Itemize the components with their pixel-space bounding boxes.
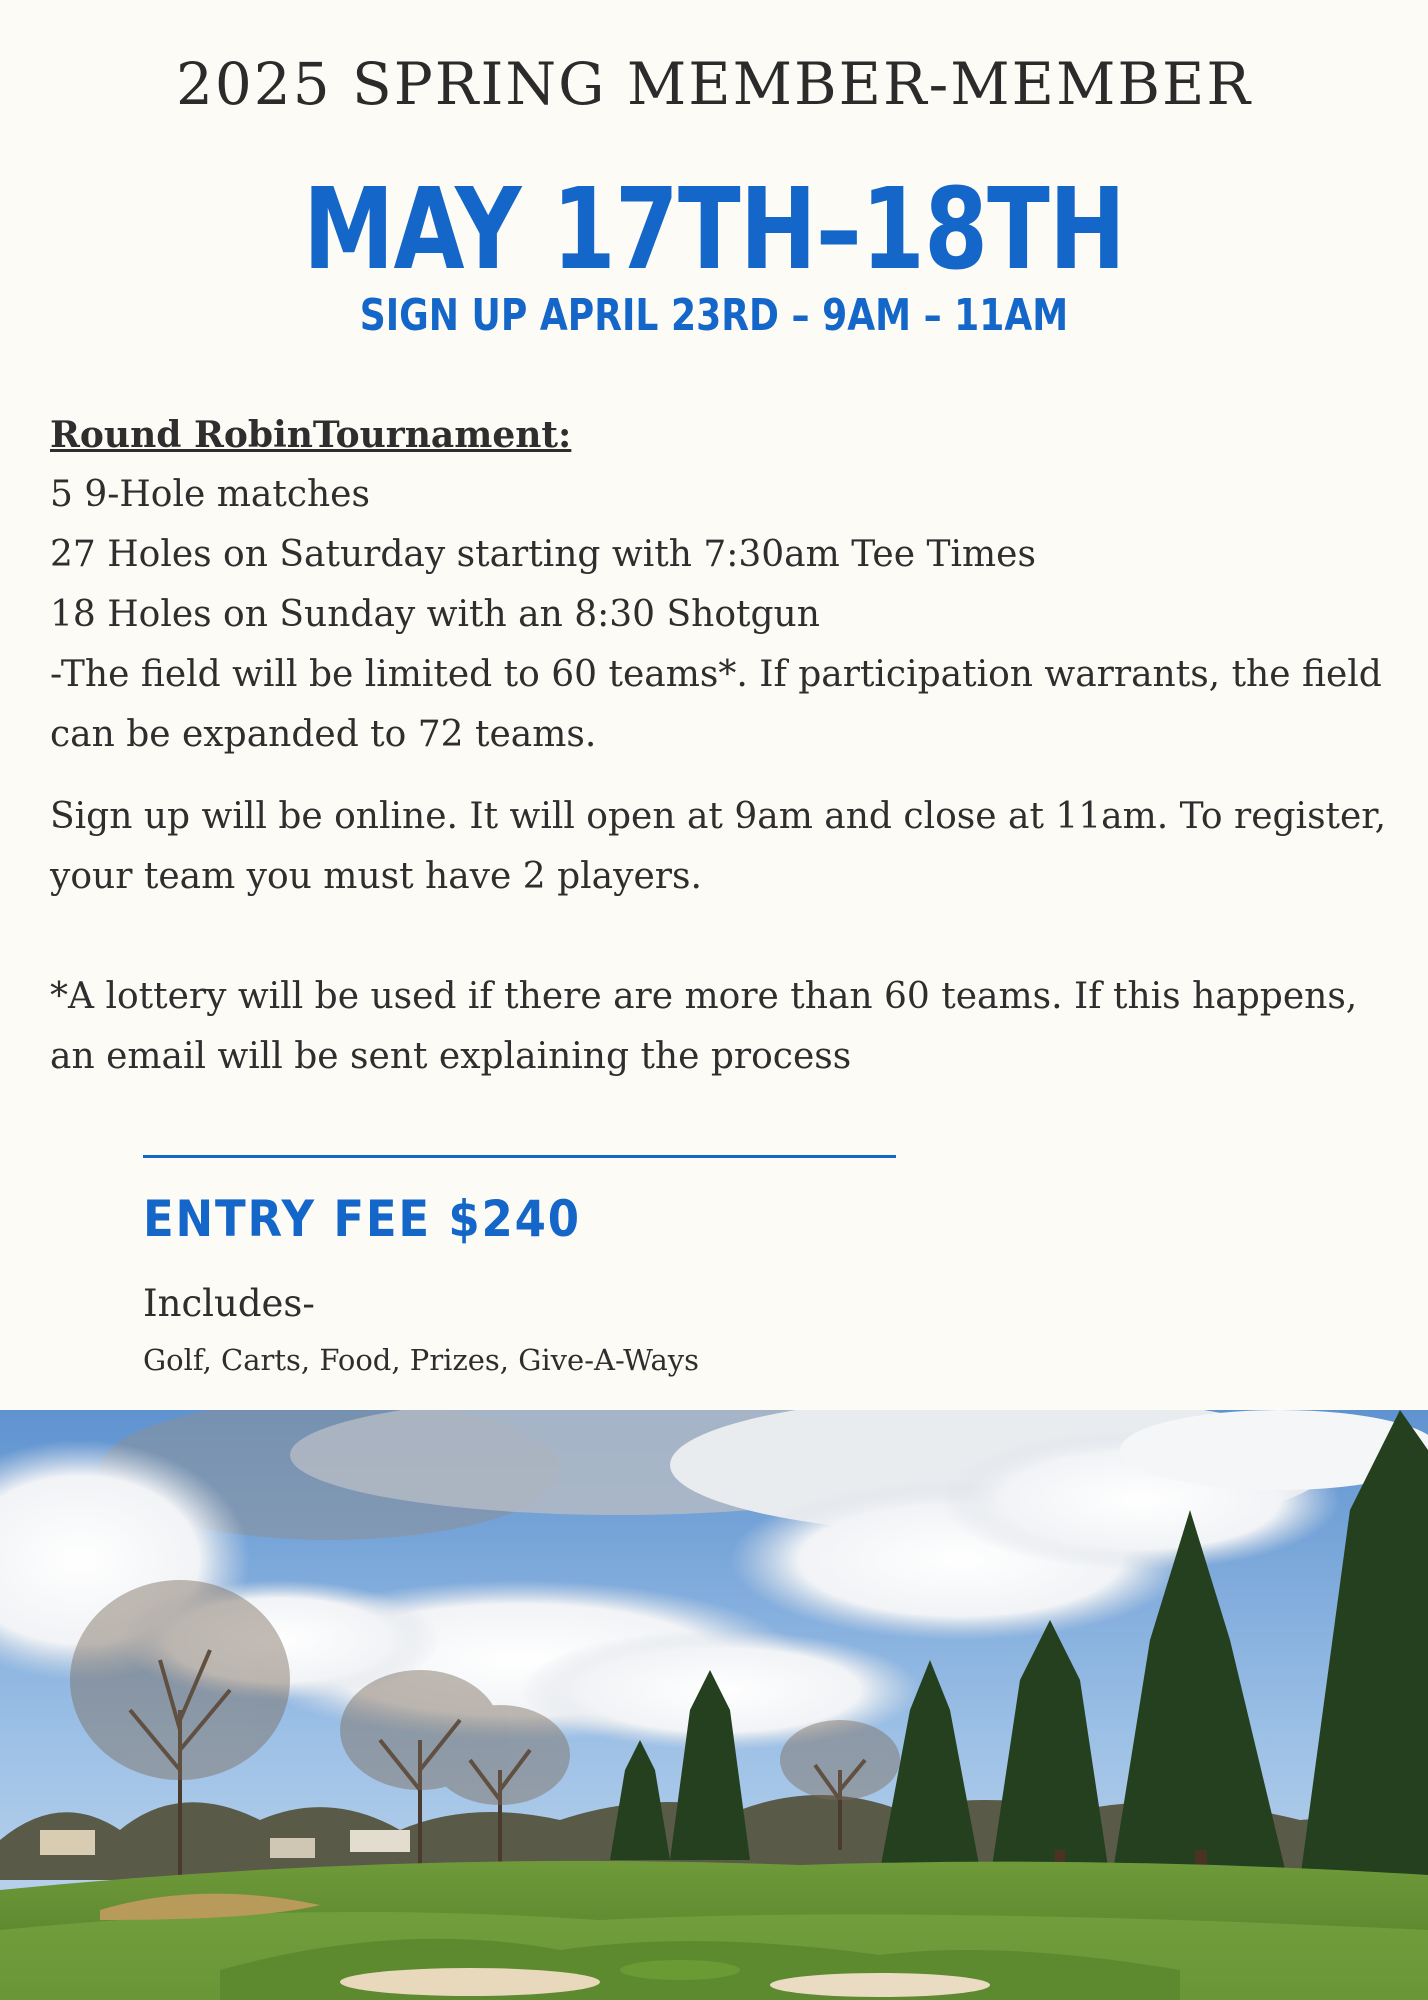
- tournament-details: [50, 405, 1390, 1087]
- details-line: 27 Holes on Saturday starting with 7:30am Tee Times: [50, 534, 1036, 575]
- details-line: 5 9-Hole matches: [50, 474, 370, 515]
- section-divider: [143, 1155, 896, 1158]
- entry-fee: ENTRY FEE $240: [143, 1190, 581, 1248]
- includes-items: Golf, Carts, Food, Prizes, Give-A-Ways: [143, 1343, 699, 1377]
- event-dates: MAY 17TH–18TH: [302, 165, 1126, 295]
- lottery-note: *A lottery will be used if there are more than 60 teams. If this happens, an email will be sent explaining the process: [50, 976, 1358, 1077]
- includes-label: Includes-: [143, 1282, 315, 1325]
- golf-course-photo: [0, 1410, 1428, 2000]
- signup-info: Sign up will be online. It will open at 9am and close at 11am. To register, your team you must have 2 players.: [50, 796, 1387, 897]
- event-kicker: 2025 SPRING MEMBER-MEMBER: [176, 50, 1252, 118]
- signup-time: SIGN UP APRIL 23RD – 9AM – 11AM: [359, 290, 1069, 341]
- details-line: 18 Holes on Sunday with an 8:30 Shotgun: [50, 594, 820, 635]
- details-heading: Round RobinTournament:: [50, 414, 572, 456]
- details-line: -The field will be limited to 60 teams*. If participation warrants, the field can be expanded to 72 teams.: [50, 654, 1382, 755]
